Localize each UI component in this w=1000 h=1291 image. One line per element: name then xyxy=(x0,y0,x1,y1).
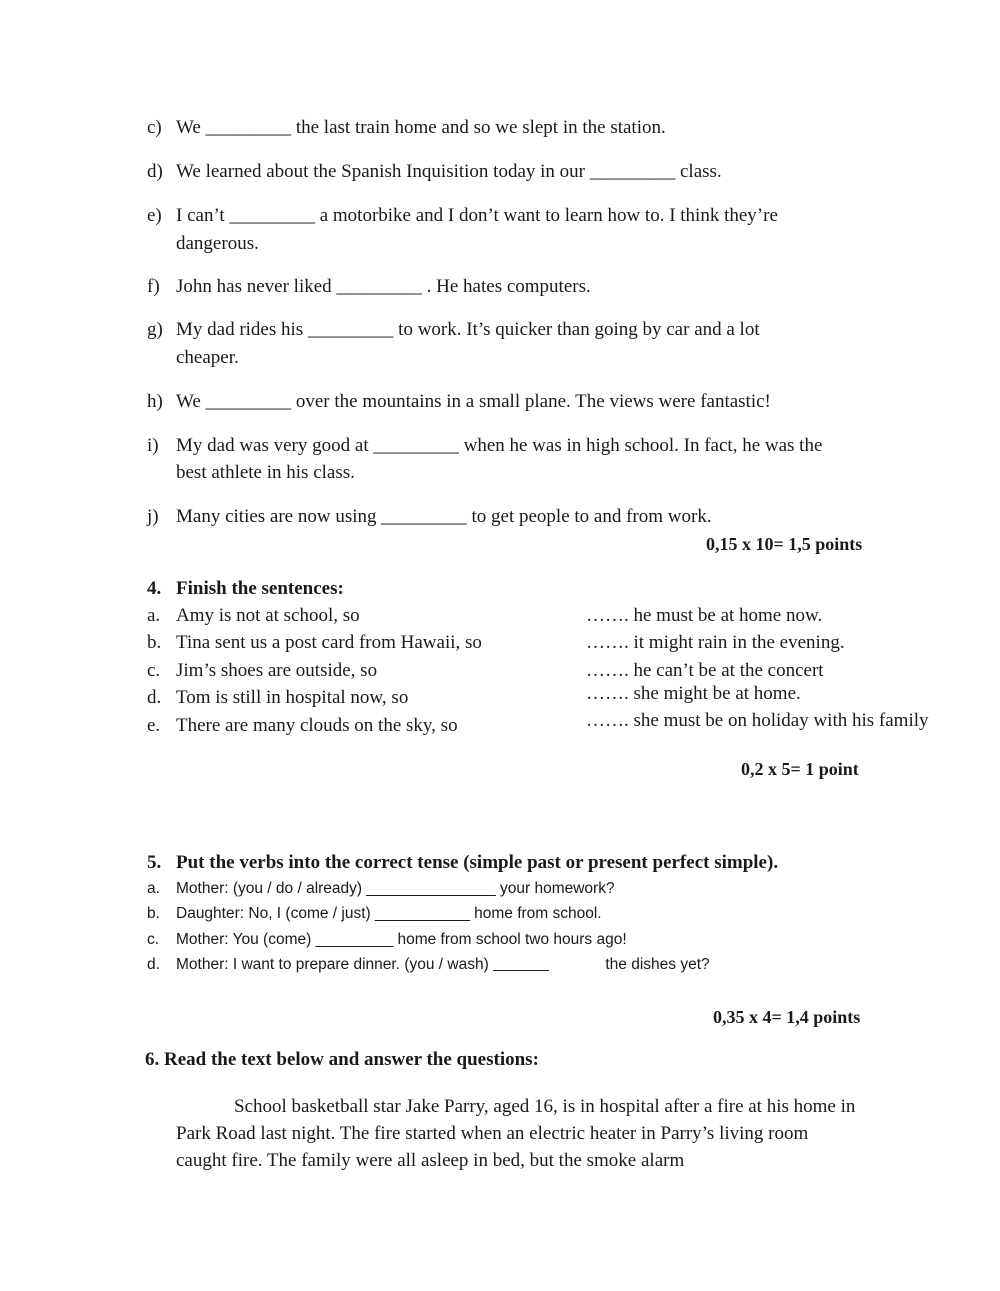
item-label: i) xyxy=(147,435,159,456)
item-label: f) xyxy=(147,276,160,297)
section4-title: Finish the sentences: xyxy=(176,578,344,599)
item-text: Daughter: No, I (come / just) ___________ home from school. xyxy=(176,905,602,922)
answer-blank xyxy=(493,956,601,974)
section4-number: 4. xyxy=(147,578,162,599)
item-text: We _________ the last train home and so we slept in the station. xyxy=(176,117,666,138)
section5-number: 5. xyxy=(147,852,162,873)
section5-score: 0,35 x 4= 1,4 points xyxy=(713,1007,861,1027)
item-label: a. xyxy=(147,880,160,897)
sentence-start: There are many clouds on the sky, so xyxy=(176,715,458,736)
sentence-end: ……. she might be at home. xyxy=(586,683,801,704)
item-text-before: Mother: I want to prepare dinner. (you / wash) xyxy=(176,956,494,973)
section4-score: 0,2 x 5= 1 point xyxy=(741,759,859,779)
sentence-start: Amy is not at school, so xyxy=(176,605,360,626)
item-label: c. xyxy=(147,660,161,681)
sentence-end: ……. he can’t be at the concert xyxy=(586,660,824,681)
item-text: Mother: You (come) _________ home from school two hours ago! xyxy=(176,931,627,948)
section3-score: 0,15 x 10= 1,5 points xyxy=(706,534,863,554)
item-text: dangerous. xyxy=(176,233,259,254)
item-label: j) xyxy=(147,506,159,527)
item-label: d. xyxy=(147,956,160,973)
item-text: Mother: (you / do / already) _______________ your homework? xyxy=(176,880,615,897)
item-text: best athlete in his class. xyxy=(176,462,355,483)
item-label: g) xyxy=(147,319,163,340)
item-text xyxy=(176,956,710,974)
sentence-end: ……. he must be at home now. xyxy=(586,605,823,626)
item-label: b. xyxy=(147,905,160,922)
sentence-start: Tom is still in hospital now, so xyxy=(176,687,409,708)
item-text: My dad rides his _________ to work. It’s quicker than going by car and a lot xyxy=(176,319,760,340)
sentence-start: Tina sent us a post card from Hawaii, so xyxy=(176,632,482,653)
sentence-end: ……. she must be on holiday with his family xyxy=(586,710,929,731)
item-label: d. xyxy=(147,687,162,708)
item-text: Many cities are now using _________ to get people to and from work. xyxy=(176,506,712,527)
item-text: My dad was very good at _________ when he was in high school. In fact, he was the xyxy=(176,435,823,456)
section5-title: Put the verbs into the correct tense (simple past or present perfect simple). xyxy=(176,852,779,873)
item-label: d) xyxy=(147,161,163,182)
item-text-after: the dishes yet? xyxy=(601,956,710,973)
item-text: John has never liked _________ . He hates computers. xyxy=(176,276,591,297)
sentence-end: ……. it might rain in the evening. xyxy=(586,632,845,653)
section6-title: 6. Read the text below and answer the questions: xyxy=(145,1049,539,1070)
item-label: b. xyxy=(147,632,162,653)
item-label: a. xyxy=(147,605,161,626)
item-label: e. xyxy=(147,715,161,736)
sentence-start: Jim’s shoes are outside, so xyxy=(176,660,378,681)
item-text: I can’t _________ a motorbike and I don’t want to learn how to. I think they’re xyxy=(176,205,778,226)
reading-paragraph: School basketball star Jake Parry, aged 16, is in hospital after a fire at his home in Park Road last night. The fire started when an electric heater in Parry’s living room caught fire. The family were all asleep in bed, but the smoke alarm xyxy=(176,1096,856,1171)
item-label: h) xyxy=(147,391,163,412)
item-label: c) xyxy=(147,117,162,138)
item-label: c. xyxy=(147,931,160,948)
item-text: cheaper. xyxy=(176,347,239,368)
item-text: We learned about the Spanish Inquisition today in our _________ class. xyxy=(176,161,722,182)
item-label: e) xyxy=(147,205,162,226)
item-text: We _________ over the mountains in a small plane. The views were fantastic! xyxy=(176,391,771,412)
